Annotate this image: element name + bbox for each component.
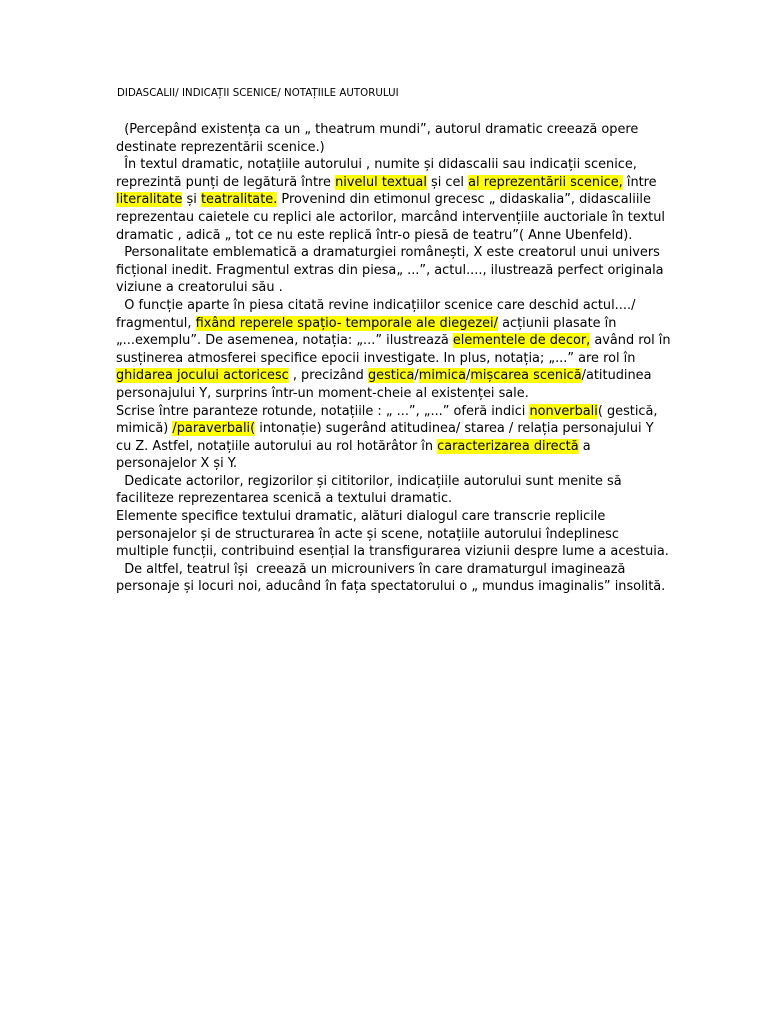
- text-line: [116, 578, 666, 596]
- text-run: și: [182, 192, 201, 208]
- document-title: DIDASCALII/ INDICAȚII SCENICE/ NOTAȚIILE AUTORULUI: [117, 88, 399, 99]
- text-run: /atitudinea: [581, 368, 652, 384]
- text-line: [116, 315, 656, 333]
- text-line: [116, 420, 656, 438]
- highlighted-phrase: gestica: [367, 368, 415, 384]
- text-run: multiple funcții, contribuind esențial la transfigurarea viziunii despre lume a acestuia.: [116, 544, 669, 560]
- text-line: [116, 227, 656, 245]
- text-run: De altfel, teatrul își creează un microunivers în care dramaturgul imaginează: [116, 561, 626, 577]
- text-run: ( gestică,: [597, 403, 658, 419]
- text-run: Scrise între paranteze rotunde, notațiile : „ ...”, „...” oferă indici: [116, 403, 530, 419]
- text-run: ficțional inedit. Fragmentul extras din piesa„ ...”, actul...., ilustrează perfect originala: [116, 262, 664, 278]
- text-line: [116, 156, 656, 174]
- text-run: personajelor X și Y.: [116, 456, 238, 472]
- text-run: intonație) sugerând atitudinea/ starea / relația personajului Y: [255, 421, 654, 437]
- text-run: În textul dramatic, notațiile autorului , numite și didascalii sau indicații scenice,: [116, 157, 637, 173]
- highlighted-phrase: mimica: [418, 368, 467, 384]
- text-run: acțiunii plasate în: [497, 315, 617, 331]
- text-run: personajului Y, surprins într-un moment-cheie al existenței sale.: [116, 385, 529, 401]
- text-run: „...exemplu”. De asemenea, notația: „...” ilustrează: [116, 333, 453, 349]
- text-line: [116, 191, 656, 209]
- text-run: reprezentau caietele cu replici ale actorilor, marcând intervențiile auctoriale în textul: [116, 209, 665, 225]
- text-line: [116, 121, 656, 139]
- highlighted-phrase: nivelul textual: [335, 174, 427, 190]
- text-run: O funcție aparte în piesa citată revine indicațiilor scenice care deschid actul..../: [116, 297, 636, 313]
- text-run: /: [414, 368, 419, 384]
- text-line: [116, 262, 664, 280]
- text-line: [116, 438, 656, 456]
- text-run: (Percepând existența ca un „ theatrum mundi”, autorul dramatic creează opere: [116, 122, 639, 137]
- text-run: Personalitate emblematică a dramaturgiei românești, X este creatorul unui univers: [116, 245, 660, 261]
- text-run: Provenind din etimonul grecesc „ didaskalia”, didascaliile: [277, 192, 651, 208]
- document-body: [116, 121, 671, 596]
- text-run: având rol în: [590, 333, 671, 349]
- text-run: Dedicate actorilor, regizorilor și cititorilor, indicațiile autorului sunt menite să: [116, 473, 622, 489]
- text-line: [116, 490, 656, 508]
- text-line: [116, 455, 656, 473]
- text-line: [116, 209, 665, 227]
- text-run: Elemente specifice textului dramatic, alături dialogul care transcrie replicile: [116, 509, 606, 525]
- text-line: [116, 332, 671, 350]
- text-run: viziune a creatorului său .: [116, 280, 283, 296]
- text-line: [116, 139, 656, 157]
- text-line: [116, 543, 669, 561]
- text-line: [116, 350, 656, 368]
- text-run: mimică): [116, 421, 173, 437]
- text-run: cu Z. Astfel, notațiile autorului au rol hotărâtor în: [116, 438, 438, 454]
- text-run: și cel: [426, 174, 469, 190]
- text-run: fragmentul,: [116, 315, 196, 331]
- highlighted-phrase: caracterizarea directă: [437, 438, 579, 454]
- text-line: [116, 244, 660, 262]
- text-run: personajelor și de structurarea în acte și scene, notațiile autorului îndeplinesc: [116, 526, 619, 542]
- text-run: dramatic , adică „ tot ce nu este replică într-o piesă de teatru”( Anne Ubenfeld).: [116, 227, 633, 243]
- highlighted-phrase: ghidarea jocului actoricesc: [116, 368, 289, 384]
- text-run: destinate reprezentării scenice.): [116, 139, 325, 155]
- text-run: susținerea atmosferei specifice epocii investigate. In plus, notația; „...” are rol în: [116, 350, 636, 366]
- text-line: [116, 526, 656, 544]
- text-line: [116, 174, 656, 192]
- highlighted-phrase: elementele de decor,: [452, 333, 591, 349]
- text-run: personaje și locuri noi, aducând în fața spectatorului o „ mundus imaginalis” insolită.: [116, 579, 666, 595]
- highlighted-phrase: mișcarea scenică: [470, 368, 582, 384]
- text-line: [116, 297, 656, 315]
- text-run: a: [578, 438, 591, 454]
- text-run: /: [466, 368, 471, 384]
- text-run: între: [622, 174, 657, 190]
- text-line: [116, 561, 656, 579]
- highlighted-phrase: nonverbali: [529, 403, 598, 419]
- highlighted-phrase: teatralitate.: [200, 192, 278, 208]
- text-run: reprezintă punți de legătură între: [116, 174, 336, 190]
- text-line: [116, 473, 656, 491]
- text-line: [116, 367, 656, 385]
- highlighted-phrase: literalitate: [116, 192, 183, 208]
- text-run: faciliteze reprezentarea scenică a textului dramatic.: [116, 491, 453, 507]
- text-run: , precizând: [288, 368, 368, 384]
- text-line: [116, 403, 656, 421]
- text-line: [116, 508, 656, 526]
- highlighted-phrase: fixând reperele spațio- temporale ale diegezei/: [195, 315, 498, 331]
- highlighted-phrase: al reprezentării scenice,: [468, 174, 623, 190]
- text-line: [116, 279, 656, 297]
- highlighted-phrase: /paraverbali(: [172, 421, 256, 437]
- text-line: [116, 385, 656, 403]
